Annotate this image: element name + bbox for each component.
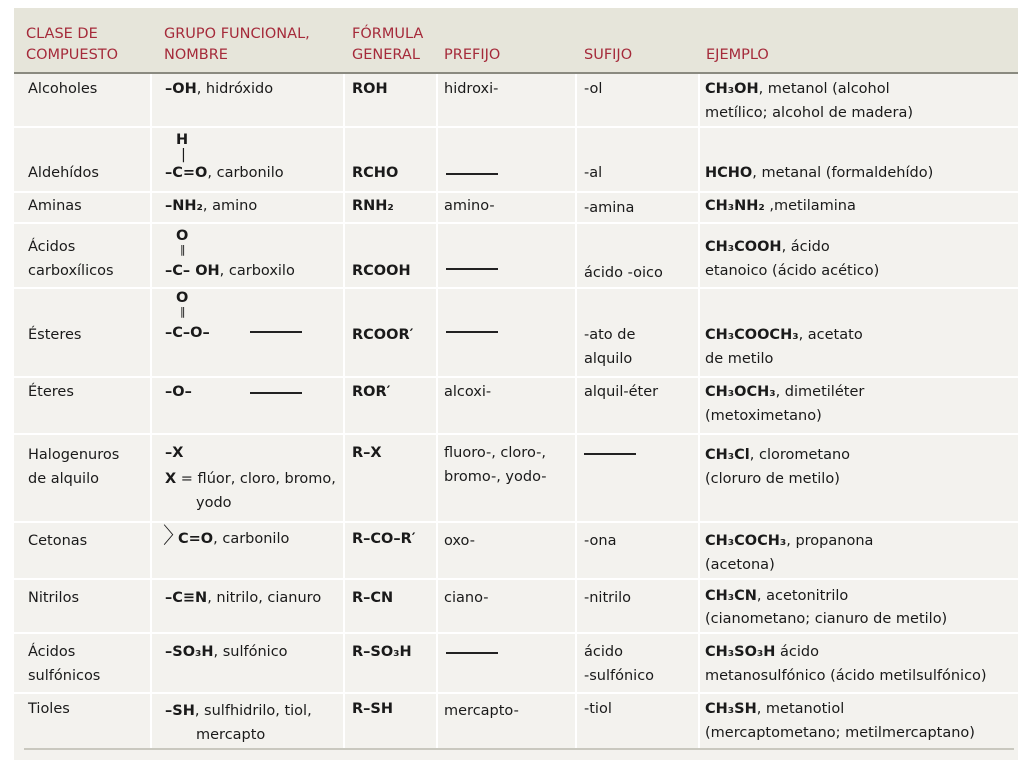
empty-dash — [446, 652, 498, 654]
sufijo-esteres: -ato de — [584, 327, 636, 343]
prefijo-aminas: amino- — [444, 198, 495, 214]
aldehido-bond-mark: | — [181, 147, 186, 163]
prefijo-tioles: mercapto- — [444, 703, 519, 719]
clase-eteres: Éteres — [28, 384, 74, 400]
sufijo-acidos-sulfonicos-line2: -sulfónico — [584, 668, 655, 684]
ejemplo-halogenuros-line2: (cloruro de metilo) — [705, 471, 840, 487]
grupo-cetonas: C=O, carbonilo — [178, 531, 290, 547]
column-divider — [150, 74, 152, 750]
clase-cetonas: Cetonas — [28, 533, 88, 549]
ketone-bond-symbol: 〉 — [163, 524, 186, 549]
clase-acidos-carboxilicos-line2: carboxílicos — [28, 263, 114, 279]
ester-structure-o: O — [176, 290, 189, 306]
ejemplo-aldehidos: HCHO, metanal (formaldehído) — [705, 165, 934, 181]
ejemplo-alcoholes-line2: metílico; alcohol de madera) — [705, 105, 913, 121]
sufijo-acidos-carboxilicos: ácido -oico — [584, 265, 663, 281]
prefijo-halogenuros-line2: bromo-, yodo- — [444, 469, 547, 485]
empty-dash — [446, 331, 498, 333]
ejemplo-nitrilos-line2: (cianometano; cianuro de metilo) — [705, 611, 948, 627]
grupo-aldehidos: –C=O, carbonilo — [165, 165, 284, 181]
sufijo-eteres: alquil-éter — [584, 384, 659, 400]
column-divider — [575, 74, 577, 750]
sufijo-aldehidos: -al — [584, 165, 603, 181]
prefijo-alcoholes: hidroxi- — [444, 81, 499, 97]
sufijo-cetonas: -ona — [584, 533, 617, 549]
sufijo-alcoholes: -ol — [584, 81, 603, 97]
clase-nitrilos: Nitrilos — [28, 590, 80, 606]
sufijo-acidos-sulfonicos: ácido — [584, 644, 623, 660]
formula-aldehidos: RCHO — [352, 165, 399, 181]
ejemplo-tioles: CH₃SH, metanotiol — [705, 701, 845, 717]
table-bottom-rule — [24, 748, 1014, 750]
ejemplo-acidos-carboxilicos: CH₃COOH, ácido — [705, 239, 830, 255]
ejemplo-cetonas: CH₃COCH₃, propanona — [705, 533, 874, 549]
row-divider — [14, 692, 1018, 694]
grupo-halogenuros-line3: yodo — [196, 495, 232, 511]
sufijo-aminas: -amina — [584, 200, 635, 216]
clase-aminas: Aminas — [28, 198, 82, 214]
grupo-acidos-sulfonicos: –SO₃H, sulfónico — [165, 644, 288, 660]
aldehido-structure-h: H — [176, 132, 189, 148]
ejemplo-eteres: CH₃OCH₃, dimetiléter — [705, 384, 865, 400]
row-divider — [14, 578, 1018, 580]
header-prefijo: PREFIJO — [444, 47, 501, 63]
row-divider — [14, 376, 1018, 378]
empty-dash — [446, 173, 498, 175]
formula-tioles: R–SH — [352, 701, 393, 717]
ejemplo-nitrilos: CH₃CN, acetonitrilo — [705, 588, 849, 604]
clase-halogenuros: Halogenuros — [28, 447, 120, 463]
row-divider — [14, 222, 1018, 224]
formula-acidos-sulfonicos: R–SO₃H — [352, 644, 412, 660]
formula-cetonas: R–CO–R′ — [352, 531, 416, 547]
grupo-tioles-line2: mercapto — [196, 727, 266, 743]
header-grupo: GRUPO FUNCIONAL, NOMBRE — [164, 26, 310, 63]
ejemplo-cetonas-line2: (acetona) — [705, 557, 775, 573]
grupo-eteres: –O– — [165, 384, 192, 400]
formula-nitrilos: R–CN — [352, 590, 394, 606]
prefijo-halogenuros: fluoro-, cloro-, — [444, 445, 546, 461]
ejemplo-tioles-line2: (mercaptometano; metilmercaptano) — [705, 725, 975, 741]
column-divider — [436, 74, 438, 750]
sufijo-esteres-line2: alquilo — [584, 351, 633, 367]
prefijo-cetonas: oxo- — [444, 533, 475, 549]
formula-aminas: RNH₂ — [352, 198, 394, 214]
ejemplo-aminas: CH₃NH₂ ,metilamina — [705, 198, 856, 214]
header-formula: FÓRMULA GENERAL — [352, 26, 424, 63]
grupo-tioles: –SH, sulfhidrilo, tiol, — [165, 703, 312, 719]
clase-acidos-carboxilicos: Ácidos — [28, 239, 76, 255]
clase-halogenuros-line2: de alquilo — [28, 471, 99, 487]
prefijo-nitrilos: ciano- — [444, 590, 489, 606]
formula-eteres: ROR′ — [352, 384, 391, 400]
empty-dash — [250, 331, 302, 333]
formula-acidos-carboxilicos: RCOOH — [352, 263, 411, 279]
ejemplo-halogenuros: CH₃Cl, clorometano — [705, 447, 851, 463]
row-divider — [14, 191, 1018, 193]
header-ejemplo: EJEMPLO — [706, 47, 769, 63]
ejemplo-acidos-sulfonicos-line2: metanosulfónico (ácido metilsulfónico) — [705, 668, 987, 684]
grupo-aminas: –NH₂, amino — [165, 198, 258, 214]
sufijo-tioles: -tiol — [584, 701, 612, 717]
empty-dash — [250, 392, 302, 394]
ejemplo-acidos-carboxilicos-line2: etanoico (ácido acético) — [705, 263, 880, 279]
formula-esteres: RCOOR′ — [352, 327, 414, 343]
grupo-nitrilos: –C≡N, nitrilo, cianuro — [165, 590, 322, 606]
grupo-acidos-carboxilicos: –C– OH, carboxilo — [165, 263, 295, 279]
grupo-halogenuros-line2: X = flúor, cloro, bromo, — [165, 471, 336, 487]
grupo-alcoholes: –OH, hidróxido — [165, 81, 274, 97]
grupo-esteres: –C–O– — [165, 325, 210, 341]
column-divider — [343, 74, 345, 750]
ejemplo-acidos-sulfonicos: CH₃SO₃H ácido — [705, 644, 819, 660]
ejemplo-eteres-line2: (metoximetano) — [705, 408, 822, 424]
ejemplo-esteres-line2: de metilo — [705, 351, 774, 367]
header-sufijo: SUFIJO — [584, 47, 633, 63]
clase-alcoholes: Alcoholes — [28, 81, 98, 97]
row-divider — [14, 287, 1018, 289]
clase-aldehidos: Aldehídos — [28, 165, 99, 181]
empty-dash — [446, 268, 498, 270]
ejemplo-esteres: CH₃COOCH₃, acetato — [705, 327, 863, 343]
clase-tioles: Tioles — [28, 701, 70, 717]
header-divider — [14, 72, 1018, 74]
row-divider — [14, 521, 1018, 523]
table-header — [14, 8, 1018, 72]
clase-acidos-sulfonicos-line2: sulfónicos — [28, 668, 101, 684]
carboxilo-double-bond: ‖ — [180, 243, 186, 256]
formula-alcoholes: ROH — [352, 81, 388, 97]
ejemplo-alcoholes: CH₃OH, metanol (alcohol — [705, 81, 890, 97]
clase-esteres: Ésteres — [28, 327, 82, 343]
prefijo-eteres: alcoxi- — [444, 384, 492, 400]
row-divider — [14, 126, 1018, 128]
clase-acidos-sulfonicos: Ácidos — [28, 644, 76, 660]
row-divider — [14, 632, 1018, 634]
empty-dash — [584, 453, 636, 455]
row-divider — [14, 433, 1018, 435]
grupo-halogenuros: –X — [165, 445, 184, 461]
header-clase: CLASE DE COMPUESTO — [26, 26, 119, 63]
column-divider — [698, 74, 700, 750]
formula-halogenuros: R–X — [352, 445, 382, 461]
sufijo-nitrilos: -nitrilo — [584, 590, 632, 606]
ester-double-bond: ‖ — [180, 305, 186, 318]
carboxilo-structure-o: O — [176, 228, 189, 244]
